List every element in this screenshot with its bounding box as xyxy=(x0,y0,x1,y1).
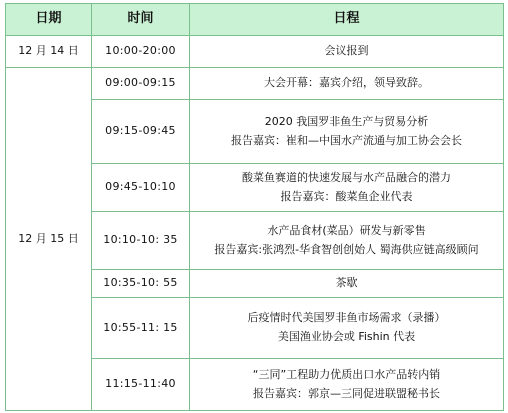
schedule-line: 报告嘉宾:张鸿烈-华食智创创始人 蜀海供应链高级顾问 xyxy=(214,242,479,256)
schedule-line: 后疫情时代美国罗非鱼市场需求（录播） xyxy=(247,311,446,325)
table-row xyxy=(6,68,504,100)
header-time: 时间 xyxy=(92,4,190,36)
schedule-cell xyxy=(190,212,504,270)
header-row xyxy=(6,4,504,36)
header-schedule: 日程 xyxy=(190,4,504,36)
table-row xyxy=(6,36,504,68)
schedule-line: 报告嘉宾：酸菜鱼企业代表 xyxy=(280,189,413,203)
time-cell: 09:00-09:15 xyxy=(92,68,190,100)
date-cell: 12 月 15 日 xyxy=(6,68,92,411)
schedule-cell xyxy=(190,164,504,212)
time-cell: 09:15-09:45 xyxy=(92,100,190,164)
schedule-line: 茶歇 xyxy=(335,276,358,290)
time-cell: 10:35-10: 55 xyxy=(92,270,190,298)
schedule-line: 报告嘉宾：郭京—三同促进联盟秘书长 xyxy=(253,386,440,400)
schedule-cell xyxy=(190,36,504,68)
schedule-line: 2020 我国罗非鱼生产与贸易分析 xyxy=(264,114,429,128)
time-cell: 11:15-11:40 xyxy=(92,359,190,411)
schedule-line: 水产品食材(菜品）研发与新零售 xyxy=(267,223,426,237)
schedule-cell xyxy=(190,359,504,411)
schedule-line: 美国渔业协会或 Fishin 代表 xyxy=(277,330,416,343)
schedule-line: “三同”工程助力优质出口水产品转内销 xyxy=(252,367,441,381)
time-cell: 09:45-10:10 xyxy=(92,164,190,212)
schedule-table xyxy=(5,3,504,411)
header-date: 日期 xyxy=(6,4,92,36)
date-cell: 12 月 14 日 xyxy=(6,36,92,68)
schedule-cell xyxy=(190,270,504,298)
schedule-line: 大会开幕：嘉宾介绍，领导致辞。 xyxy=(264,76,429,90)
schedule-line: 酸菜鱼赛道的快速发展与水产品融合的潜力 xyxy=(242,170,451,184)
schedule-cell xyxy=(190,68,504,100)
schedule-cell xyxy=(190,100,504,164)
schedule-line: 报告嘉宾：崔和—中国水产流通与加工协会会长 xyxy=(231,133,462,147)
schedule-cell xyxy=(190,298,504,359)
schedule-line: 会议报到 xyxy=(324,44,369,58)
time-cell: 10:00-20:00 xyxy=(92,36,190,68)
time-cell: 10:55-11: 15 xyxy=(92,298,190,359)
time-cell: 10:10-10: 35 xyxy=(92,212,190,270)
